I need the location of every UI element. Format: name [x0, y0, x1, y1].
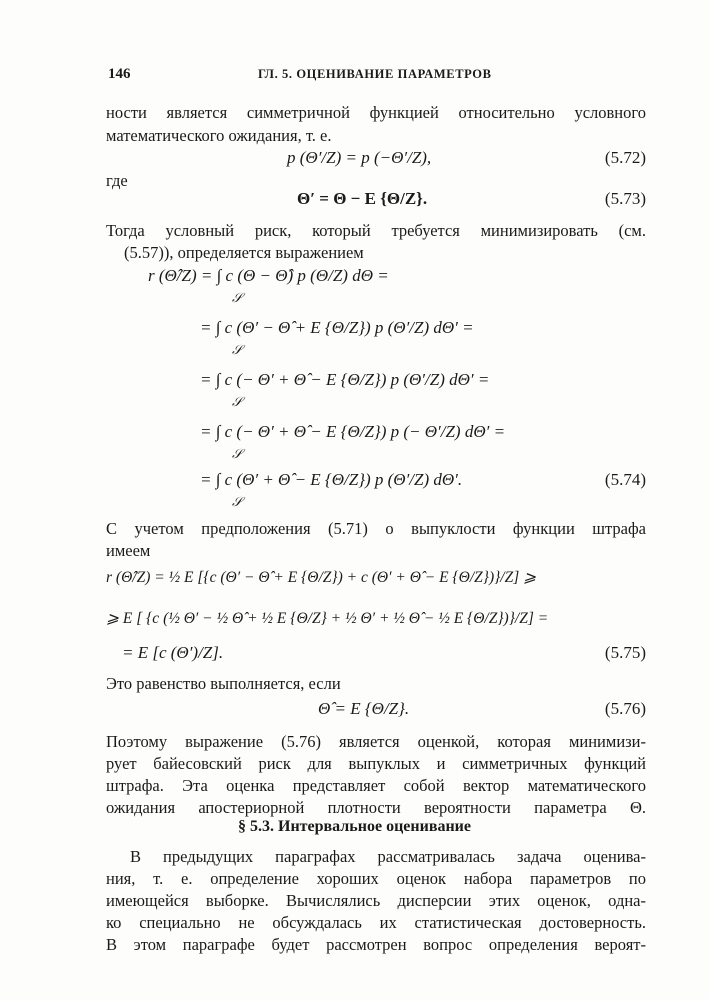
- equation-5-75-line: ⩾ E [ {c (½ Θ′ − ½ Θ̂ + ½ E {Θ/Z} + ½ Θ′ + ½ Θ̂ − ½ E {Θ/Z})}/Z] =: [106, 610, 549, 627]
- integration-domain: 𝒮: [232, 342, 243, 357]
- equation-number: (5.76): [604, 699, 646, 718]
- paragraph-line: В предыдущих параграфах рассматривалась задача оценива-: [130, 847, 646, 866]
- where-word: где: [106, 171, 128, 190]
- paragraph-line: В этом параграфе будет рассмотрен вопрос определения вероят-: [106, 935, 646, 954]
- running-title: ГЛ. 5. ОЦЕНИВАНИЕ ПАРАМЕТРОВ: [258, 67, 492, 81]
- paragraph-line: Тогда условный риск, который требуется минимизировать (см.: [106, 221, 646, 240]
- equation-number: (5.73): [604, 189, 646, 208]
- equation-5-73: Θ′ = Θ − E {Θ/Z}.: [297, 189, 428, 208]
- equation-5-75-line: = E [c (Θ′)/Z].: [122, 643, 224, 662]
- paragraph-line: (5.57)), определяется выражением: [124, 243, 364, 262]
- equation-5-76: Θ̂ = E {Θ/Z}.: [318, 699, 410, 718]
- integration-domain: 𝒮: [232, 394, 243, 409]
- paragraph-line: ожидания апостериорной плотности вероятности параметра Θ.: [106, 798, 646, 817]
- equation-5-72: p (Θ′/Z) = p (−Θ′/Z),: [287, 148, 432, 167]
- equation-5-74-line: = ∫ c (− Θ′ + Θ̂ − E {Θ/Z}) p (− Θ′/Z) dΘ′ =: [200, 422, 506, 441]
- integration-domain: 𝒮: [232, 446, 243, 461]
- integration-domain: 𝒮: [232, 494, 243, 509]
- equation-5-74-line: = ∫ c (Θ′ − Θ̂ + E {Θ/Z}) p (Θ′/Z) dΘ′ =: [200, 318, 474, 337]
- intro-line: математического ожидания, т. е.: [106, 126, 332, 145]
- equation-number: (5.74): [604, 470, 646, 489]
- paragraph-line: С учетом предположения (5.71) о выпуклости функции штрафа: [106, 519, 646, 538]
- paragraph-line: Поэтому выражение (5.76) является оценкой, которая минимизи-: [106, 732, 646, 751]
- page-header: [108, 66, 646, 86]
- equation-number: (5.72): [604, 148, 646, 167]
- integration-domain: 𝒮: [232, 290, 243, 305]
- equation-5-74-line: = ∫ c (− Θ′ + Θ̂ − E {Θ/Z}) p (Θ′/Z) dΘ′ =: [200, 370, 490, 389]
- equation-number: (5.75): [604, 643, 646, 662]
- paragraph-line: Это равенство выполняется, если: [106, 674, 341, 693]
- equation-5-74-line: = ∫ c (Θ′ + Θ̂ − E {Θ/Z}) p (Θ′/Z) dΘ′.: [200, 470, 463, 489]
- paragraph-line: штрафа. Эта оценка представляет собой вектор математического: [106, 776, 646, 795]
- paragraph-line: имеем: [106, 541, 151, 560]
- intro-line: ности является симметричной функцией относительно условного: [106, 103, 646, 122]
- paragraph-line: рует байесовский риск для выпуклых и симметричных функций: [106, 754, 646, 773]
- paragraph-line: ко специально не обсуждалась их статистическая достоверность.: [106, 913, 646, 932]
- equation-5-75-line: r (Θ̂/Z) = ½ E [{c (Θ′ − Θ̂ + E {Θ/Z}) + c (Θ′ + Θ̂ − E {Θ/Z})}/Z] ⩾: [106, 569, 537, 586]
- section-heading: § 5.3. Интервальное оценивание: [238, 818, 471, 835]
- paragraph-line: имеющейся выборке. Вычислялись дисперсии этих оценок, одна-: [106, 891, 646, 910]
- page-number: 146: [108, 66, 131, 82]
- equation-5-74-line: r (Θ̂/Z) = ∫ c (Θ − Θ̂) p (Θ/Z) dΘ =: [148, 266, 389, 285]
- paragraph-line: ния, т. е. определение хороших оценок набора параметров по: [106, 869, 646, 888]
